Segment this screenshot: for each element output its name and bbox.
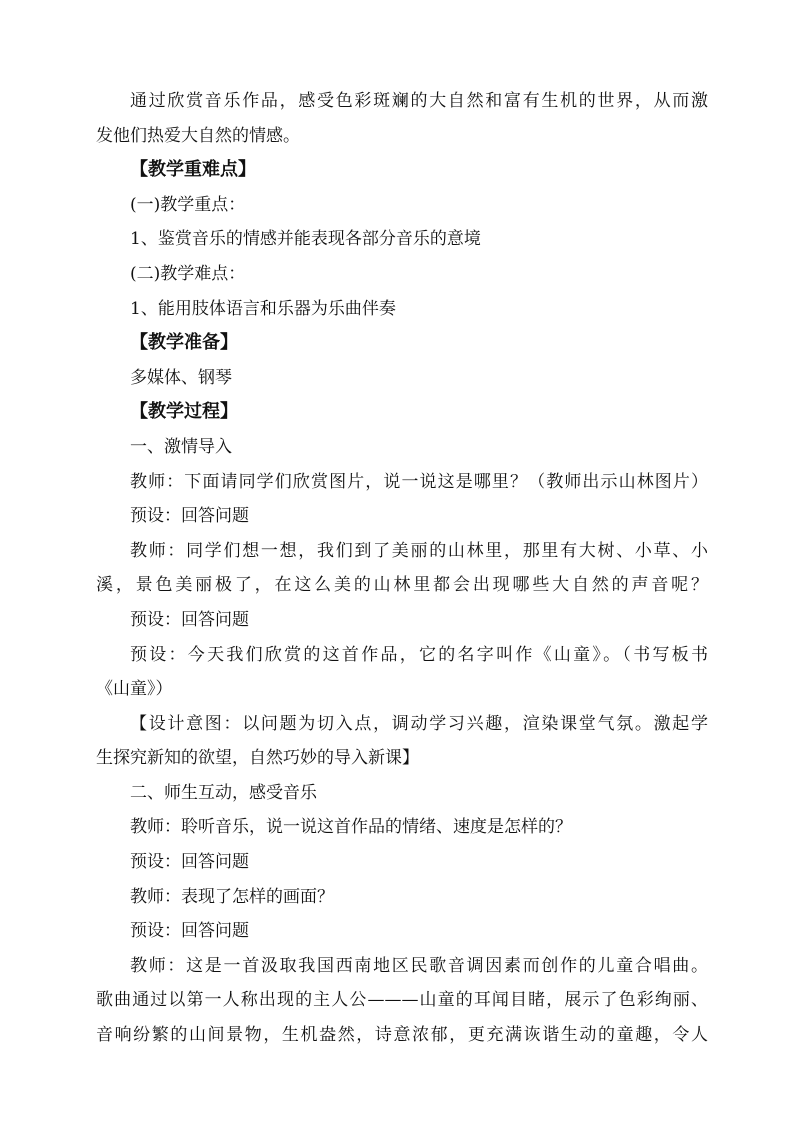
text-line: 1、鉴赏音乐的情感并能表现各部分音乐的意境 <box>130 229 481 250</box>
text-line: 教师：同学们想一想，我们到了美丽的山林里，那里有大树、小草、小 <box>130 540 708 561</box>
text-line: 歌曲通过以第一人称出现的主人公———山童的耳闻目睹，展示了色彩绚丽、 <box>96 990 708 1011</box>
section-heading: 【教学重难点】 <box>130 159 256 181</box>
text-line: 教师：表现了怎样的画面？ <box>130 886 334 907</box>
text-line: 通过欣赏音乐作品，感受色彩斑斓的大自然和富有生机的世界，从而激 <box>130 91 708 111</box>
text-line: (一)教学重点： <box>130 194 246 215</box>
text-line: 教师：下面请同学们欣赏图片，说一说这是哪里？（教师出示山林图片） <box>130 471 708 492</box>
text-line: (二)教学难点： <box>130 263 246 284</box>
text-line: 教师：聆听音乐，说一说这首作品的情绪、速度是怎样的？ <box>130 817 572 838</box>
text-line: 生探究新知的欲望，自然巧妙的导入新课】 <box>96 748 419 769</box>
text-line: 【设计意图：以问题为切入点，调动学习兴趣，渲染课堂气氛。激起学 <box>130 713 708 734</box>
section-heading: 【教学过程】 <box>130 401 238 423</box>
text-line: 一、激情导入 <box>130 436 232 457</box>
text-line: 预设：回答问题 <box>130 609 249 630</box>
text-line: 预设：回答问题 <box>130 921 249 942</box>
text-line: 预设：回答问题 <box>130 506 249 527</box>
text-line: 预设：今天我们欣赏的这首作品，它的名字叫作《山童》。（书写板书 <box>130 644 708 665</box>
text-line: 二、师生互动，感受音乐 <box>130 782 317 803</box>
text-line: 1、能用肢体语言和乐器为乐曲伴奏 <box>130 298 396 319</box>
text-line: 多媒体、钢琴 <box>130 367 232 388</box>
text-line: 教师：这是一首汲取我国西南地区民歌音调因素而创作的儿童合唱曲。 <box>130 955 708 976</box>
text-line: 《山童》） <box>96 679 173 700</box>
text-line: 溪，景色美丽极了，在这么美的山林里都会出现哪些大自然的声音呢？ <box>96 575 708 596</box>
section-heading: 【教学准备】 <box>130 332 238 354</box>
text-line: 预设：回答问题 <box>130 852 249 873</box>
text-line: 发他们热爱大自然的情感。 <box>96 125 300 146</box>
text-line: 音响纷繁的山间景物，生机盎然，诗意浓郁，更充满诙谐生动的童趣，令人 <box>96 1025 708 1046</box>
